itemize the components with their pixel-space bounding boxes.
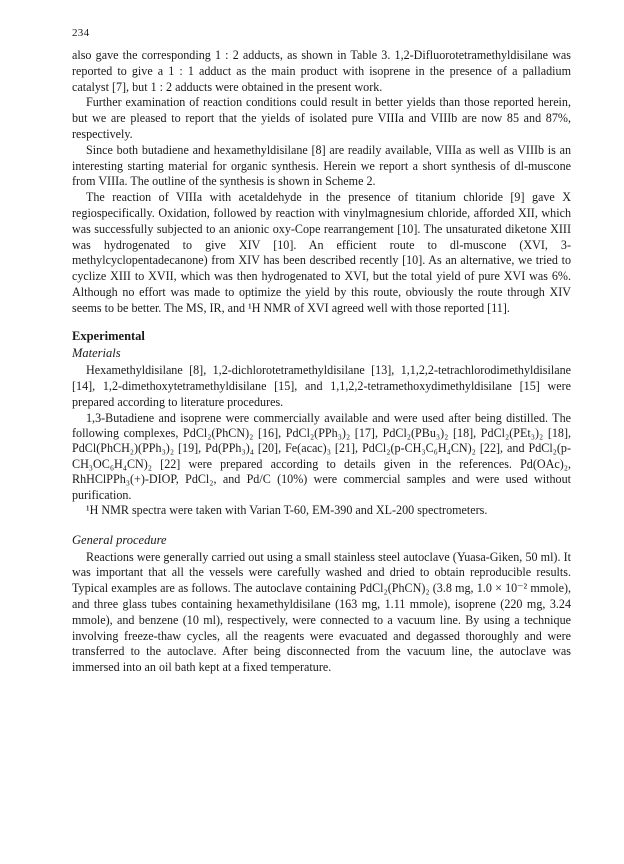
paragraph-nmr: ¹H NMR spectra were taken with Varian T-60, EM-390 and XL-200 spectrometers. bbox=[86, 502, 488, 517]
subsection-heading-materials: Materials bbox=[72, 346, 121, 361]
page-number: 234 bbox=[72, 27, 90, 39]
paragraph-starting-material: Since both butadiene and hexamethyldisilane [8] are readily available, VIIIa as well as VIIIb is an interesting starting material for organic synthesis. Herein we report a short synthesis of dl-muscone from VIIIa. The outline of the synthesis is shown in Scheme 2. bbox=[72, 142, 571, 189]
paragraph-procedure: Reactions were generally carried out using a small stainless steel autoclave (Yuasa-Giken, 50 ml). It was important that all the vessels were carefully washed and dried to obtain reproducible results. Typical examples are as follows. The autoclave containing PdCl₂(PhCN)₂ (3.8 mg, 1.0 × 10⁻² mmole), and three glass tubes containing hexamethyldisilane (163 mg, 1.11 mmole), isoprene (220 mg, 3.24 mmole), and benzene (10 ml), respectively, were connected to a vacuum line. By using a technique involving freeze-thaw cycles, all the reagents were evacuated and degassed thoroughly and were transferred to the autoclave. After being disconnected from the vacuum line, the autoclave was immersed into an oil bath kept at a fixed temperature. bbox=[72, 549, 571, 675]
text-column bbox=[72, 48, 571, 676]
section-heading-experimental: Experimental bbox=[72, 328, 145, 343]
subsection-heading-general-procedure: General procedure bbox=[72, 532, 167, 547]
paragraph-muscone-synthesis: The reaction of VIIIa with acetaldehyde in the presence of titanium chloride [9] gave X regiospecifically. Oxidation, followed by reaction with vinylmagnesium chloride, afforded XII, which was successfully subjected to an anionic oxy-Cope rearrangement [10]. The unsaturated diketone XIII was hydrogenated to give XIV [10]. An efficient route to dl-muscone (XVI, 3-methylcyclopentadecanone) from XIV has been described recently [10]. As an alternative, we tried to cyclize XIII to XVII, which was then hydrogenated to XVI, but the total yield of pure XVI was 6%. Although no effort was made to optimize the yield by this route, obviously the route through XIV seems to be better. The MS, IR, and ¹H NMR of XVI agreed well with those reported [11]. bbox=[72, 190, 571, 315]
paragraph-continued: also gave the corresponding 1 : 2 adducts, as shown in Table 3. 1,2-Difluorotetramethyldisilane was reported to give a 1 : 1 adduct as the main product with isoprene in the presence of a palladium catalyst [7], but 1 : 2 adducts were obtained in the present work. bbox=[72, 48, 571, 94]
paragraph-reaction-conditions: Further examination of reaction conditions could result in better yields than those reported herein, but we are pleased to report that the yields of isolated pure VIIIa and VIIIb are now 85 and 87%, respectively. bbox=[72, 95, 571, 141]
paragraph-complexes: 1,3-Butadiene and isoprene were commercially available and were used after being distilled. The following complexes, PdCl₂(PhCN)₂ [16], PdCl₂(PPh₃)₂ [17], PdCl₂(PBu₃)₂ [18], PdCl₂(PEt₃)₂ [18], PdCl(PhCH₂)(PPh₃)₂ [19], Pd(PPh₃)₄ [20], Fe(acac)₃ [21], PdCl₂(p-CH₃C₆H₄CN)₂ [22], and PdCl₂(p-CH₃OC₆H₄CN)₂ [22] were prepared according to details given in the references. Pd(OAc)₂, RhHClPPh₃(+)-DIOP, PdCl₂, and Pd/C (10%) were commercial samples and were used without purification. bbox=[72, 410, 571, 502]
paragraph-disilanes: Hexamethyldisilane [8], 1,2-dichlorotetramethyldisilane [13], 1,1,2,2-tetrachlorodimethyldisilane [14], 1,2-dimethoxytetramethyldisilane [15], and 1,1,2,2-tetramethoxydimethyldisilane [15] were prepared according to literature procedures. bbox=[72, 363, 571, 409]
